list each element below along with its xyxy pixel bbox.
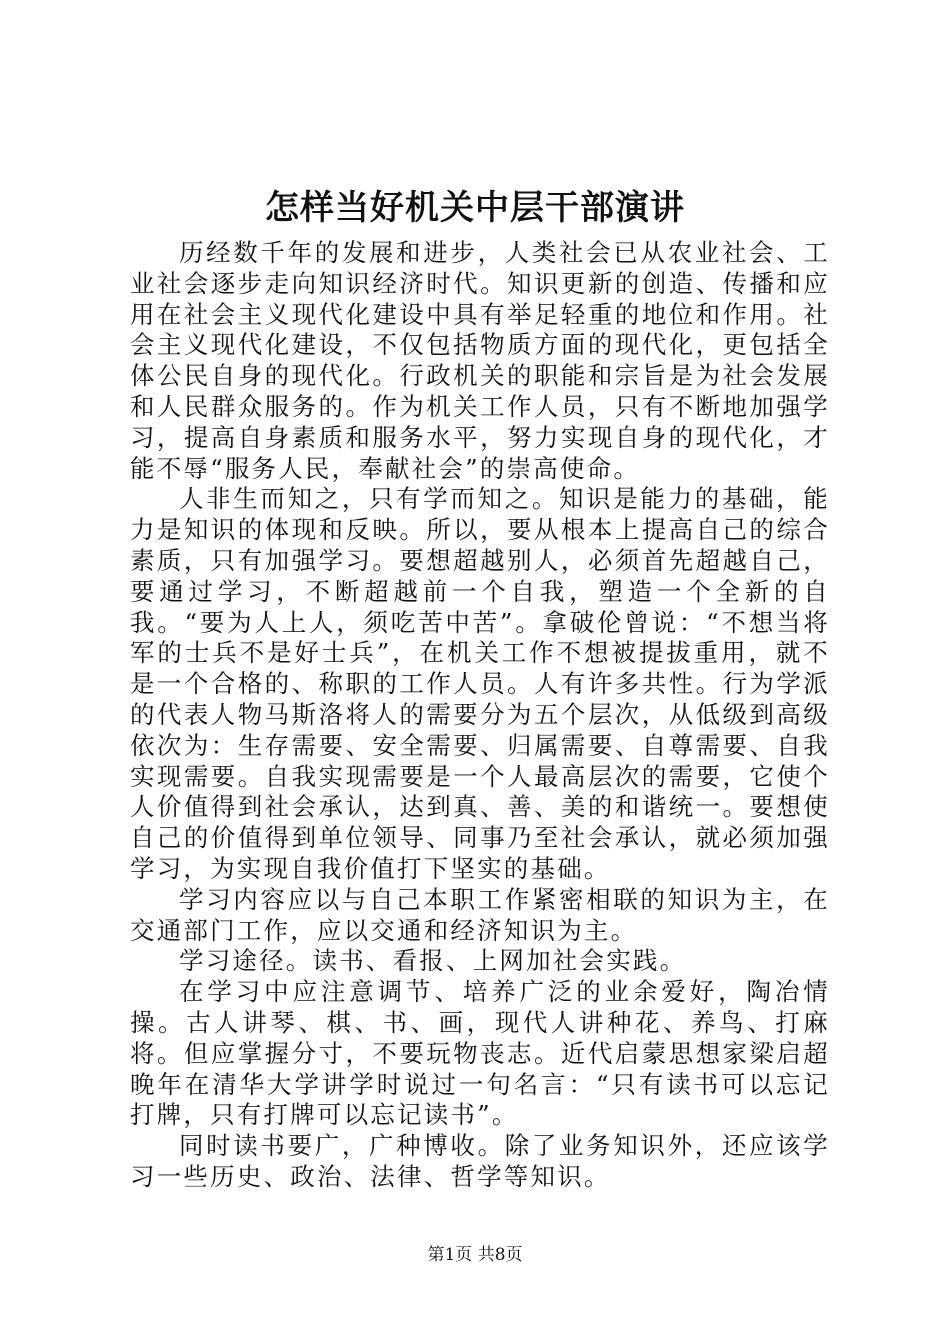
paragraph: 学习途径。读书、看报、上网加社会实践。: [179, 946, 687, 976]
paragraph: 在学习中应注意调节、培养广泛的业余爱好，陶冶情操。古人讲琴、棋、书、画，现代人讲种花、养鸟、打麻将。但应掌握分寸，不要玩物丧志。近代启蒙思想家梁启超晚年在清华大学讲学时说过一句名言：“只有读书可以忘记打牌，只有打牌可以忘记读书”。: [130, 977, 830, 1130]
document-body: [130, 238, 830, 1193]
paragraph: 人非生而知之，只有学而知之。知识是能力的基础，能力是知识的体现和反映。所以，要从根本上提高自己的综合素质，只有加强学习。要想超越别人，必须首先超越自己，要通过学习，不断超越前一个自我，塑造一个全新的自我。“要为人上人，须吃苦中苦”。拿破伦曾说：“不想当将军的士兵不是好士兵”，在机关工作不想被提拔重用，就不是一个合格的、称职的工作人员。人有许多共性。行为学派的代表人物马斯洛将人的需要分为五个层次，从低级到高级依次为：生存需要、安全需要、归属需要、自尊需要、自我实现需要。自我实现需要是一个人最高层次的需要，它使个人价值得到社会承认，达到真、善、美的和谐统一。要想使自己的价值得到单位领导、同事乃至社会承认，就必须加强学习，为实现自我价值打下坚实的基础。: [130, 484, 830, 883]
paragraph: 学习内容应以与自己本职工作紧密相联的知识为主，在交通部门工作，应以交通和经济知识为主。: [130, 884, 830, 945]
paragraph: 同时读书要广，广种博收。除了业务知识外，还应该学习一些历史、政治、法律、哲学等知识。: [130, 1131, 830, 1191]
paragraph: 历经数千年的发展和进步，人类社会已从农业社会、工业社会逐步走向知识经济时代。知识更新的创造、传播和应用在社会主义现代化建设中具有举足轻重的地位和作用。社会主义现代化建设，不仅包括物质方面的现代化，更包括全体公民自身的现代化。行政机关的职能和宗旨是为社会发展和人民群众服务的。作为机关工作人员，只有不断地加强学习，提高自身素质和服务水平，努力实现自身的现代化，才能不辱“服务人民，奉献社会”的崇高使命。: [130, 238, 830, 483]
page-footer: 第1页 共8页: [427, 1245, 523, 1265]
document-title: 怎样当好机关中层干部演讲: [265, 188, 685, 228]
